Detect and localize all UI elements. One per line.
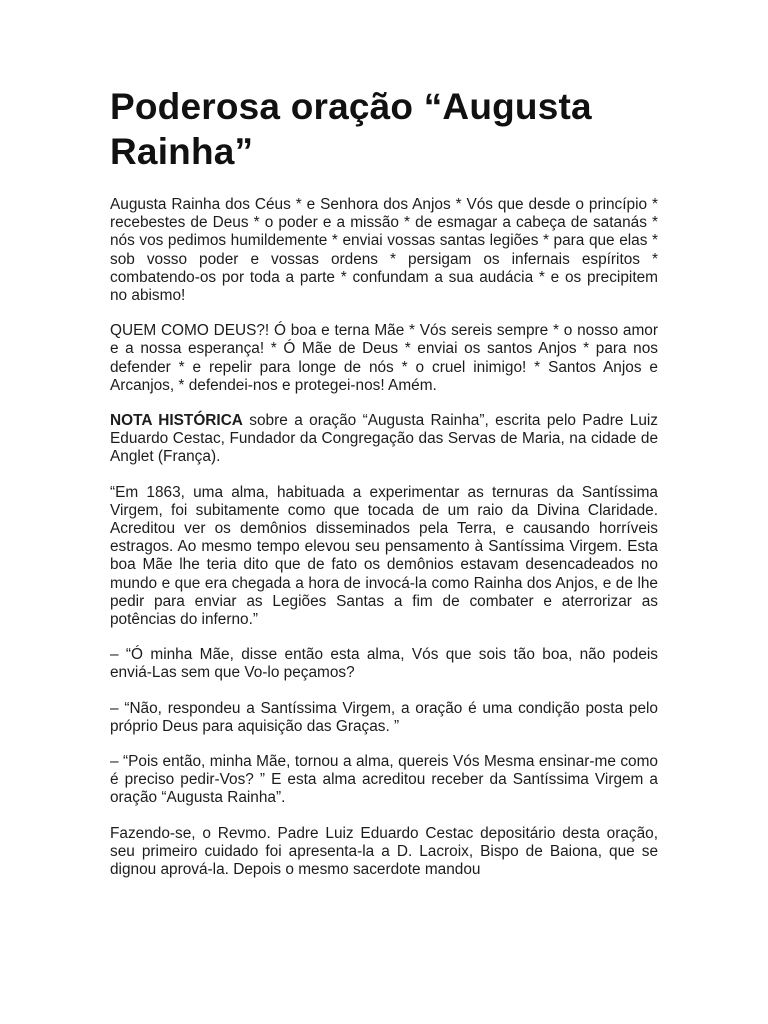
history-paragraph-1863: “Em 1863, uma alma, habituada a experimentar as ternuras da Santíssima Virgem, foi subitamente como que tocada de um raio da Divina Claridade. Acreditou ver os demônios disseminados pela Terra, e causando horríveis estragos. Ao mesmo tempo elevou seu pensamento à Santíssima Virgem. Esta boa Mãe lhe teria dito que de fato os demônios estavam desencadeados no mundo e que era chegada a hora de invocá-la como Rainha dos Anjos, e de lhe pedir para enviar as Legiões Santas a fim de combater e aterrorizar as potências do inferno.” xyxy=(110,483,658,629)
historical-note-paragraph xyxy=(110,412,658,467)
historical-note-label: NOTA HISTÓRICA xyxy=(110,412,243,430)
dialogue-paragraph-1: – “Ó minha Mãe, disse então esta alma, Vós que sois tão boa, não podeis enviá-Las sem que Vo-lo peçamos? xyxy=(110,646,658,682)
prayer-paragraph-2: QUEM COMO DEUS?! Ó boa e terna Mãe * Vós sereis sempre * o nosso amor e a nossa esperança! * Ó Mãe de Deus * enviai os santos Anjos * para nos defender * e repelir para longe de nós * o cruel inimigo! * Santos Anjos e Arcanjos, * defendei-nos e protegei-nos! Amém. xyxy=(110,322,658,394)
approval-paragraph: Fazendo-se, o Revmo. Padre Luiz Eduardo Cestac depositário desta oração, seu primeiro cuidado foi apresenta-la a D. Lacroix, Bispo de Baiona, que se dignou aprová-la. Depois o mesmo sacerdote mandou xyxy=(110,824,658,879)
document-content xyxy=(110,84,658,896)
prayer-paragraph-1: Augusta Rainha dos Céus * e Senhora dos Anjos * Vós que desde o princípio * recebestes de Deus * o poder e a missão * de esmagar a cabeça de satanás * nós vos pedimos humildemente * enviai vossas santas legiões * para que elas * sob vosso poder e vossas ordens * persigam os infernais espíritos * combatendo-os por toda a parte * confundam a sua audácia * e os precipitem no abismo! xyxy=(110,196,658,305)
historical-note-text: sobre a oração “Augusta Rainha”, escrita pelo Padre Luiz Eduardo Cestac, Fundador da Congregação das Servas de Maria, na cidade de Anglet (França). xyxy=(110,412,658,466)
document-title: Poderosa oração “Augusta Rainha” xyxy=(110,86,592,172)
dialogue-paragraph-2: – “Não, respondeu a Santíssima Virgem, a oração é uma condição posta pelo próprio Deus para aquisição das Graças. ” xyxy=(110,699,658,735)
dialogue-paragraph-3: – “Pois então, minha Mãe, tornou a alma, quereis Vós Mesma ensinar-me como é preciso pedir-Vos? ” E esta alma acreditou receber da Santíssima Virgem a oração “Augusta Rainha”. xyxy=(110,753,658,807)
